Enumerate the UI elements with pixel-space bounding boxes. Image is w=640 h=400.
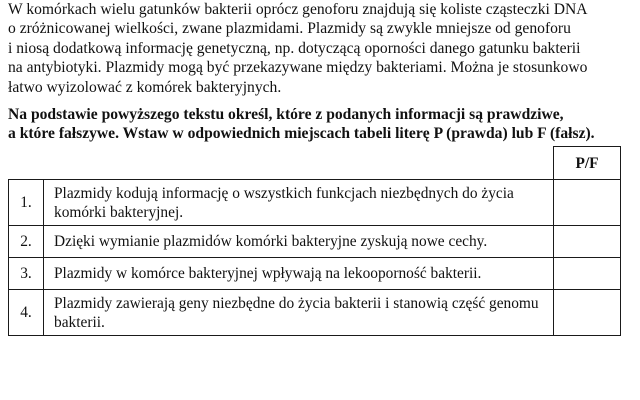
table-row bbox=[9, 290, 621, 336]
statement-line: Plazmidy kodują informację o wszystkich funkcjach niezbędnych do życia bbox=[54, 184, 514, 202]
intro-line: na antybiotyki. Plazmidy mogą być przekazywane między bakteriami. Można je stosunkowo bbox=[8, 59, 588, 77]
intro-line: W komórkach wielu gatunków bakterii oprócz genoforu znajdują się koliste cząsteczki DNA bbox=[8, 1, 588, 18]
answer-cell[interactable] bbox=[554, 290, 621, 336]
answer-table bbox=[8, 146, 621, 336]
task-instruction bbox=[8, 105, 632, 144]
answer-cell[interactable] bbox=[554, 258, 621, 290]
row-number: 2. bbox=[9, 226, 44, 258]
table-header-blank bbox=[9, 147, 554, 180]
task-line: Na podstawie powyższego tekstu określ, które z podanych informacji są prawdziwe, bbox=[8, 106, 564, 124]
statement-line: Plazmidy zawierają geny niezbędne do życia bakterii i stanowią część genomu bbox=[54, 294, 539, 312]
table-header-row bbox=[9, 147, 621, 180]
task-line: a które fałszywe. Wstaw w odpowiednich miejscach tabeli literę P (prawda) lub F (fałsz). bbox=[8, 125, 595, 143]
table-row bbox=[9, 226, 621, 258]
intro-line: o zróżnicowanej wielkości, zwane plazmidami. Plazmidy są zwykle mniejsze od genoforu bbox=[8, 20, 571, 38]
row-number: 1. bbox=[9, 180, 44, 226]
table-row bbox=[9, 180, 621, 226]
intro-line: łatwo wyizolować z komórek bakteryjnych. bbox=[8, 78, 282, 96]
answer-cell[interactable] bbox=[554, 180, 621, 226]
intro-line: i niosą dodatkową informację genetyczną, np. dotyczącą oporności danego gatunku bakterii bbox=[8, 39, 581, 57]
row-number: 4. bbox=[9, 290, 44, 336]
row-statement bbox=[44, 226, 554, 258]
pf-column-header: P/F bbox=[554, 147, 621, 180]
statement-line: bakterii. bbox=[54, 313, 105, 331]
table-row bbox=[9, 258, 621, 290]
intro-paragraph bbox=[8, 0, 632, 97]
statement-line: Dzięki wymianie plazmidów komórki bakteryjne zyskują nowe cechy. bbox=[54, 233, 488, 250]
statement-line: Plazmidy w komórce bakteryjnej wpływają na lekooporność bakterii. bbox=[54, 265, 482, 282]
answer-cell[interactable] bbox=[554, 226, 621, 258]
row-number: 3. bbox=[9, 258, 44, 290]
row-statement bbox=[44, 290, 554, 336]
statement-line: komórki bakteryjnej. bbox=[54, 203, 184, 221]
row-statement bbox=[44, 258, 554, 290]
row-statement bbox=[44, 180, 554, 226]
